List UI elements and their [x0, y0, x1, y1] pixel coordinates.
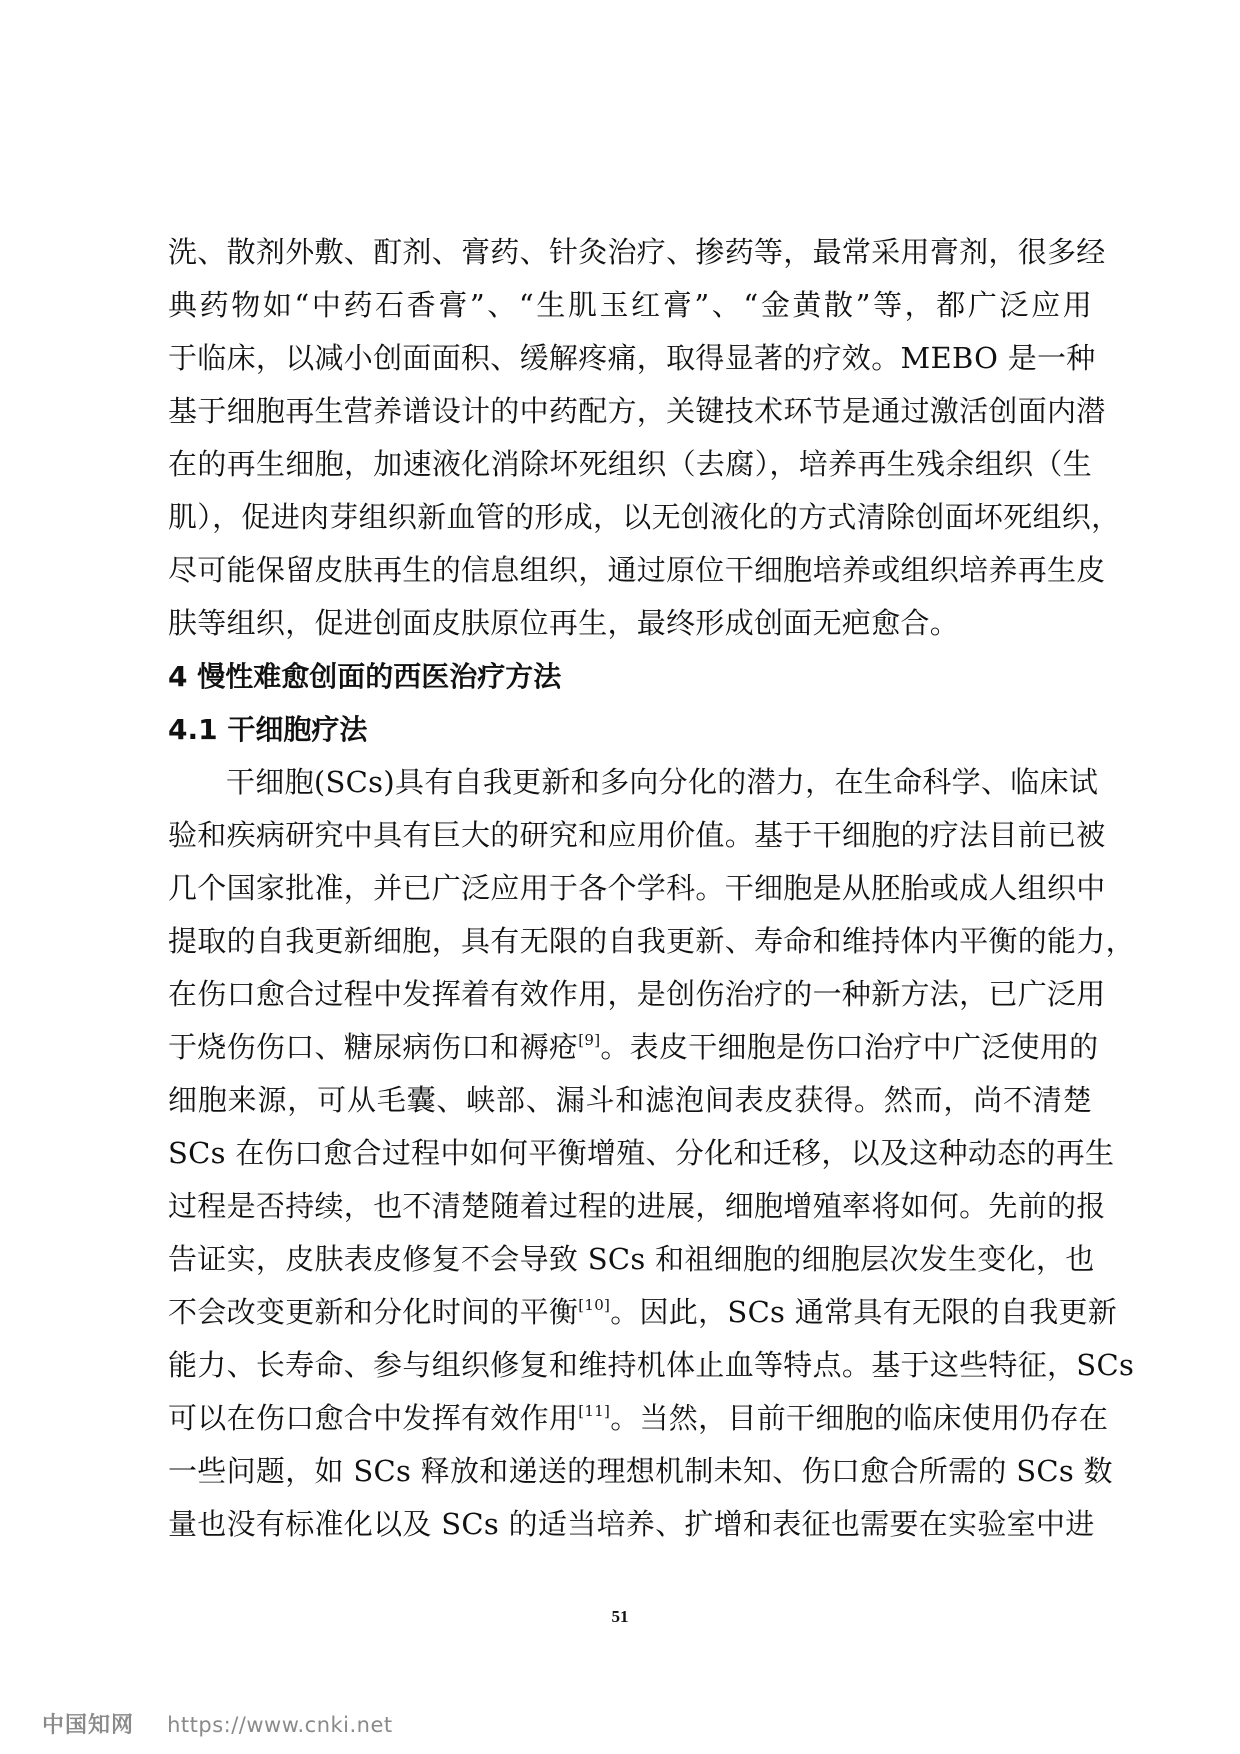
citation-ref: [11] — [578, 1402, 611, 1420]
citation-ref: [9] — [578, 1031, 601, 1049]
page-number: 51 — [611, 1607, 629, 1626]
text-line: 典药物如“中药石香膏”、“生肌玉红膏”、“金黄散”等，都广泛应用 — [168, 288, 1092, 322]
text-line: 尽可能保留皮肤再生的信息组织，通过原位干细胞培养或组织培养再生皮 — [168, 553, 1106, 587]
cnki-logo: 中国知网 — [42, 1713, 135, 1738]
text-line: 能力、长寿命、参与组织修复和维持机体止血等特点。基于这些特征，SCs — [168, 1348, 1135, 1382]
text-line — [168, 1286, 1118, 1339]
text-line: 量也没有标准化以及 SCs 的适当培养、扩增和表征也需要在实验室中进 — [168, 1507, 1095, 1541]
text-line: 几个国家批准，并已广泛应用于各个学科。干细胞是从胚胎或成人组织中 — [168, 871, 1106, 905]
citation-ref: [10] — [578, 1296, 611, 1314]
watermark — [42, 1710, 393, 1740]
text-line: 肌），促进肉芽组织新血管的形成，以无创液化的方式清除创面坏死组织， — [168, 500, 1121, 534]
page-body — [168, 226, 1135, 1551]
text-line: 过程是否持续，也不清楚随着过程的进展，细胞增殖率将如何。先前的报 — [168, 1189, 1106, 1223]
paragraph-2 — [168, 756, 1135, 1551]
watermark-url: https://www.cnki.net — [167, 1713, 393, 1737]
text-segment: 。当然，目前干细胞的临床使用仍存在 — [610, 1401, 1109, 1435]
text-segment: 可以在伤口愈合中发挥有效作用 — [168, 1401, 579, 1435]
text-line: 细胞来源，可从毛囊、峡部、漏斗和滤泡间表皮获得。然而，尚不清楚 — [168, 1083, 1092, 1117]
section-heading: 4 慢性难愈创面的西医治疗方法 — [168, 660, 562, 693]
text-line: 洗、散剂外敷、酊剂、膏药、针灸治疗、掺药等，最常采用膏剂，很多经 — [168, 235, 1106, 269]
text-line — [168, 1021, 1099, 1074]
text-line: 验和疾病研究中具有巨大的研究和应用价值。基于干细胞的疗法目前已被 — [168, 818, 1106, 852]
text-segment: 。因此，SCs 通常具有无限的自我更新 — [610, 1295, 1118, 1329]
text-line: 在的再生细胞，加速液化消除坏死组织（去腐），培养再生残余组织（生 — [168, 447, 1092, 481]
text-line: 在伤口愈合过程中发挥着有效作用，是创伤治疗的一种新方法，已广泛用 — [168, 977, 1106, 1011]
text-segment: 。表皮干细胞是伤口治疗中广泛使用的 — [600, 1030, 1099, 1064]
subsection-heading: 4.1 干细胞疗法 — [168, 713, 368, 746]
text-line: 肤等组织，促进创面皮肤原位再生，最终形成创面无疤愈合。 — [168, 606, 960, 640]
text-line: 于临床，以减小创面面积、缓解疼痛，取得显著的疗效。MEBO 是一种 — [168, 341, 1096, 375]
text-segment: 不会改变更新和分化时间的平衡 — [168, 1295, 579, 1329]
text-line: SCs 在伤口愈合过程中如何平衡增殖、分化和迁移，以及这种动态的再生 — [168, 1136, 1115, 1170]
text-line: 干细胞(SCs)具有自我更新和多向分化的潜力，在生命科学、临床试 — [226, 765, 1099, 799]
text-line: 提取的自我更新细胞，具有无限的自我更新、寿命和维持体内平衡的能力， — [168, 924, 1135, 958]
text-line: 告证实，皮肤表皮修复不会导致 SCs 和祖细胞的细胞层次发生变化，也 — [168, 1242, 1095, 1276]
text-line — [168, 1392, 1109, 1445]
text-line: 基于细胞再生营养谱设计的中药配方，关键技术环节是通过激活创面内潜 — [168, 394, 1106, 428]
paragraph-1 — [168, 226, 1121, 650]
text-segment: 于烧伤伤口、糖尿病伤口和褥疮 — [168, 1030, 579, 1064]
text-line: 一些问题，如 SCs 释放和递送的理想机制未知、伤口愈合所需的 SCs 数 — [168, 1454, 1113, 1488]
